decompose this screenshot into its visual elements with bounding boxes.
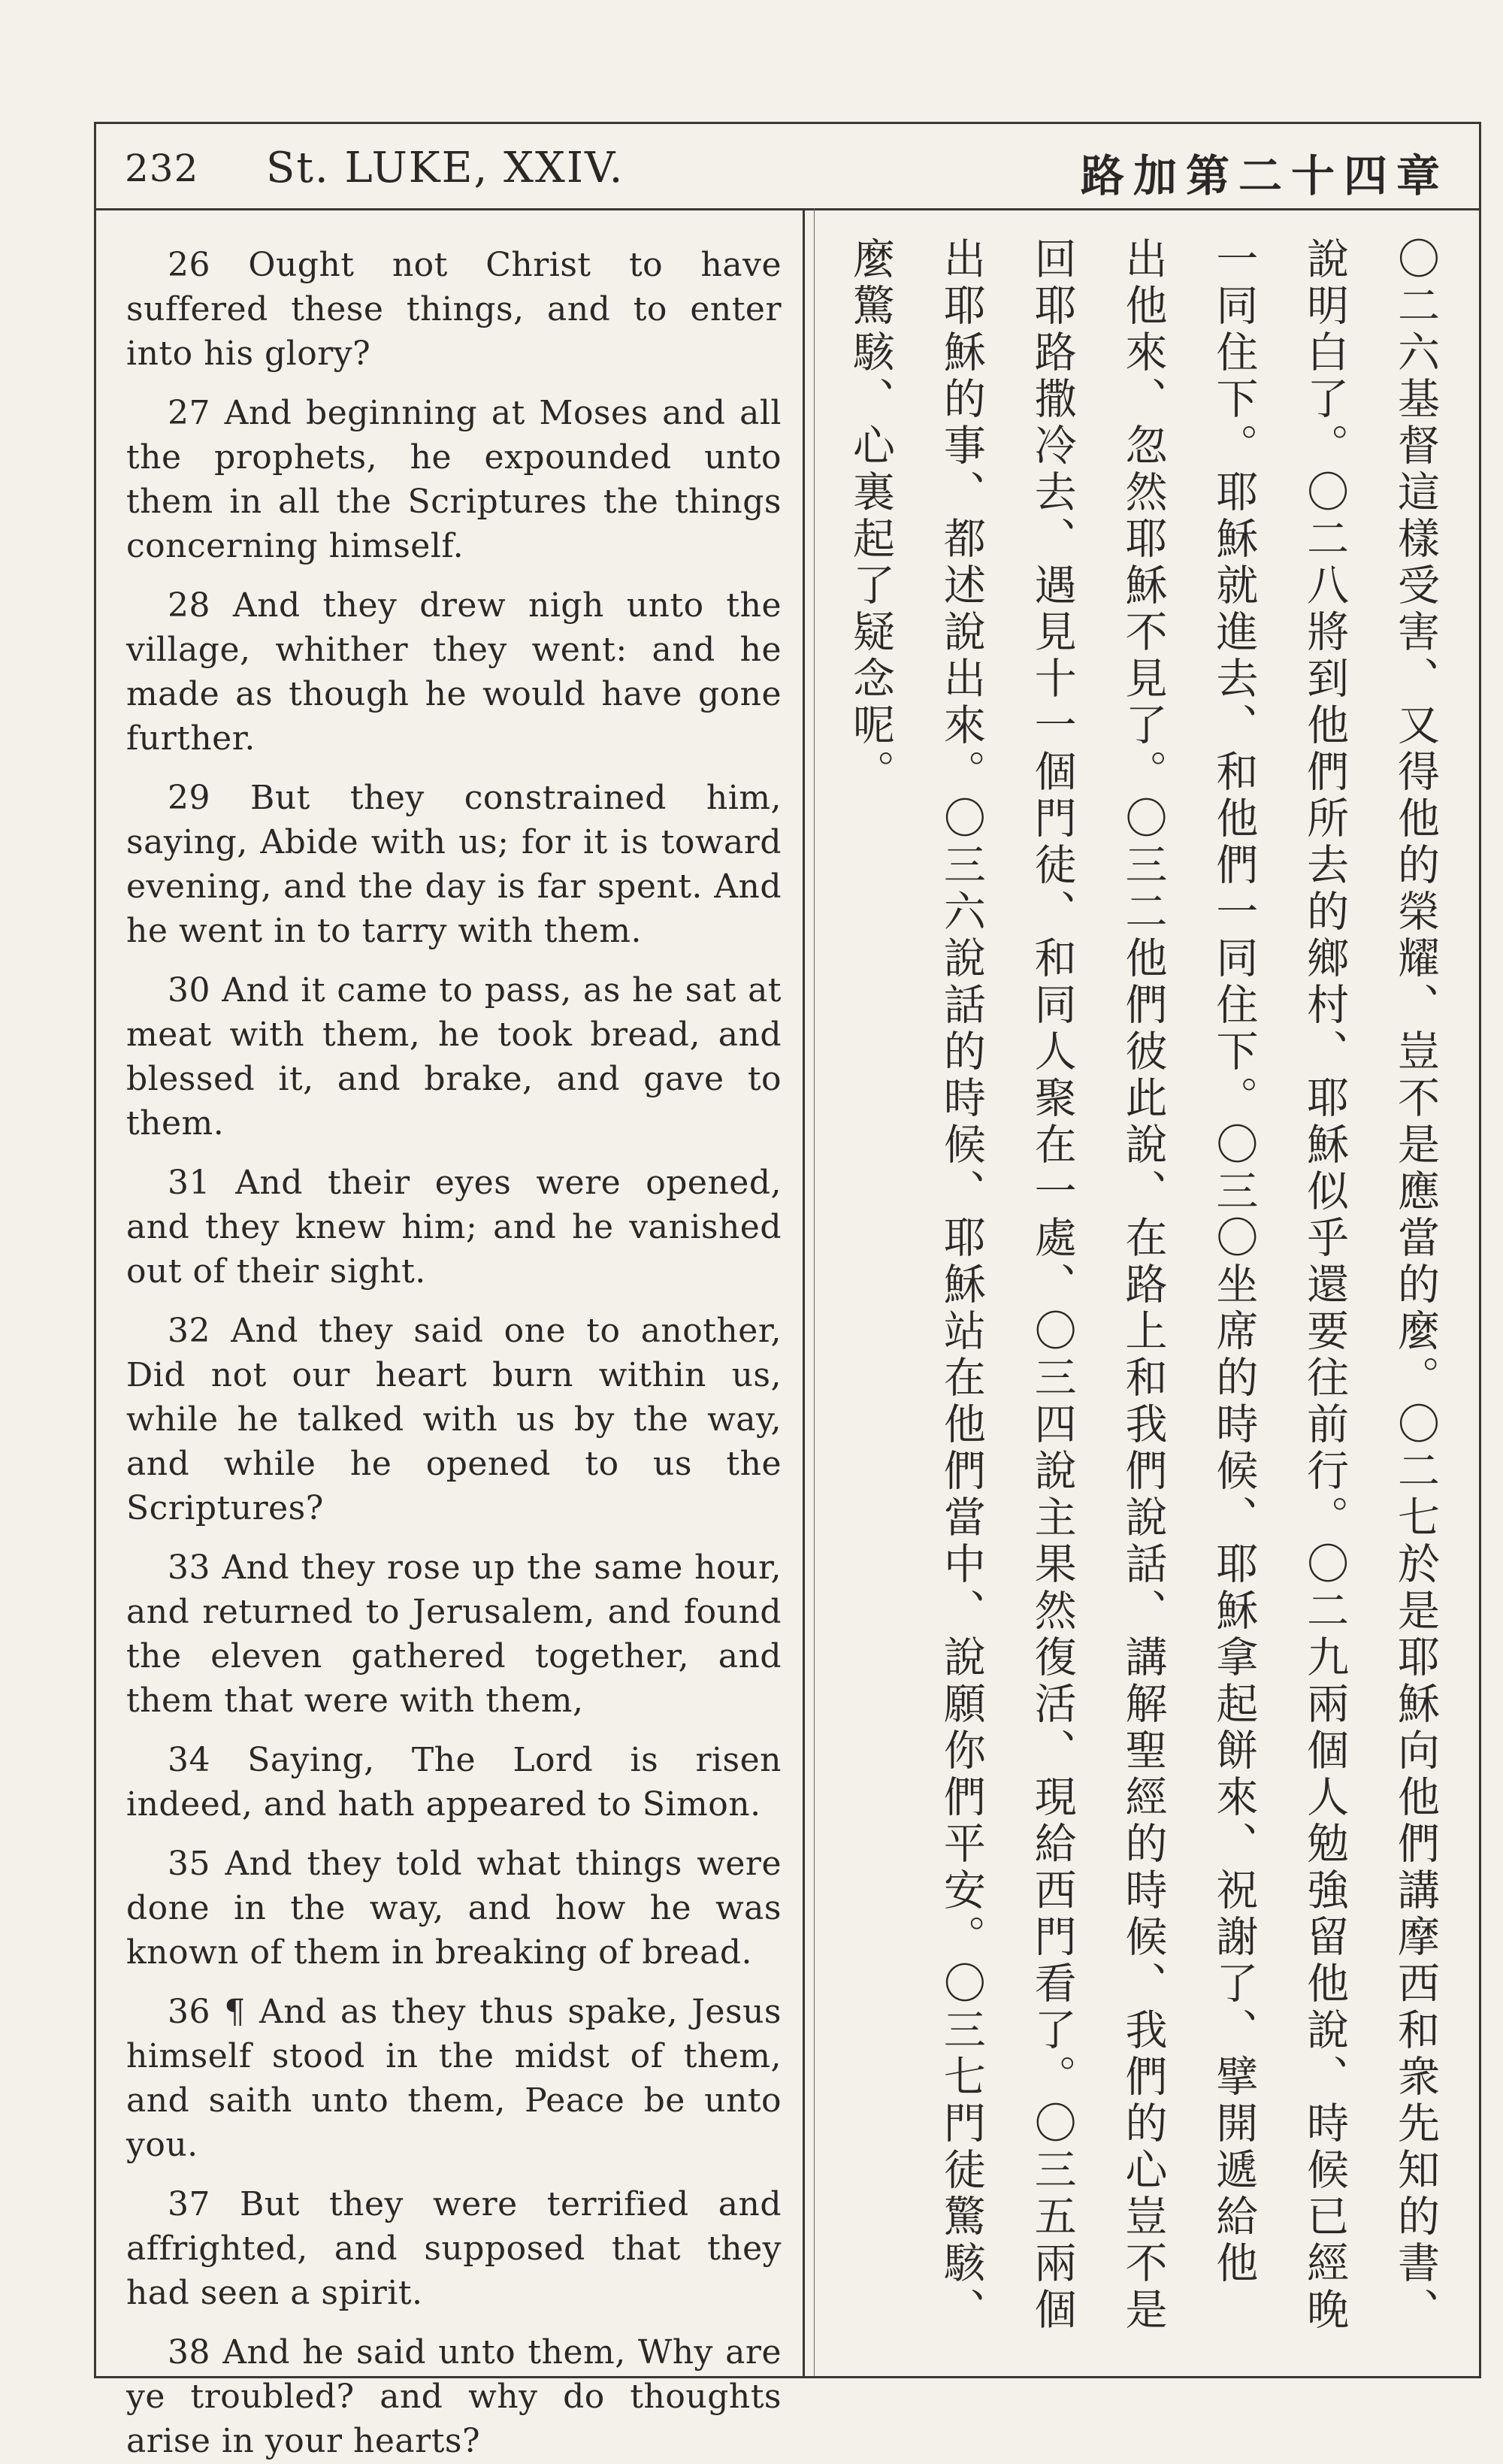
verse-31: 31 And their eyes were opened, and they knew him; and he vanished out of their sight. [126,1164,782,1291]
column-divider [803,208,805,2376]
verse-34: 34 Saying, The Lord is risen indeed, and hath appeared to Simon. [126,1741,782,1824]
verse-33: 33 And they rose up the same hour, and returned to Jerusalem, and found the eleven gathered together, and them that were with them, [126,1548,782,1720]
chinese-line-6: 出耶穌的事、都述說出來。〇三六說話的時候、耶穌站在他們當中、說願你們平安。〇三七門徒驚駭、 [936,237,986,2334]
chinese-text-column [829,237,1456,2357]
verse-27: 27 And beginning at Moses and all the prophets, he expounded unto them in all the Scriptures the things concerning himself. [126,394,782,565]
page-header [96,124,1479,210]
chinese-line-1: 〇二六基督這樣受害、又得他的榮耀、豈不是應當的麼。〇二七於是耶穌向他們講摩西和衆先知的書、 [1390,237,1440,2334]
english-text-column [126,243,782,2460]
verse-37: 37 But they were terrified and affrighted, and supposed that they had seen a spirit. [126,2185,782,2312]
page-frame [94,122,1481,2460]
verse-38: 38 And he said unto them, Why are ye troubled? and why do thoughts arise in your hearts? [126,2333,782,2460]
chinese-line-4: 出他來、忽然耶穌不見了。〇三二他們彼此說、在路上和我們說話、講解聖經的時候、我們的心豈不是 [1118,237,1168,2334]
verse-26: 26 Ought not Christ to have suffered these things, and to enter into his glory? [126,246,782,373]
chinese-line-5: 回耶路撒冷去、遇見十一個門徒、和同人聚在一處、〇三四說主果然復活、現給西門看了。〇三五兩個 [1027,237,1077,2334]
chinese-line-3: 一同住下。耶穌就進去、和他們一同住下。〇三〇坐席的時候、耶穌拿起餅來、祝謝了、擘開遞給他 [1209,237,1259,2287]
verse-30: 30 And it came to pass, as he sat at meat with them, he took bread, and blessed it, and brake, and gave to them. [126,971,782,1143]
running-title: St. LUKE, XXIV. [266,144,624,192]
chinese-line-7: 麼驚駭、心裏起了疑念呢。 [846,237,895,796]
chinese-line-2: 說明白了。〇二八將到他們所去的鄉村、耶穌似乎還要往前行。〇二九兩個人勉強留他說、時候已經晚 [1300,237,1350,2334]
chinese-chapter-title: 路加第二十四章 [1080,150,1449,201]
page-number: 232 [125,147,199,190]
verse-36: 36 ¶ And as they thus spake, Jesus himself stood in the midst of them, and saith unto them, Peace be unto you. [126,1993,782,2164]
column-divider-inner [814,208,815,2376]
verse-28: 28 And they drew nigh unto the village, whither they went: and he made as though he would have gone further. [126,586,782,758]
verse-29: 29 But they constrained him, saying, Abide with us; for it is toward evening, and the day is far spent. And he went in to tarry with them. [126,779,782,950]
verse-35: 35 And they told what things were done in the way, and how he was known of them in breaking of bread. [126,1845,782,1972]
verse-32: 32 And they said one to another, Did not our heart burn within us, while he talked with us by the way, and while he opened to us the Scriptures? [126,1312,782,1527]
